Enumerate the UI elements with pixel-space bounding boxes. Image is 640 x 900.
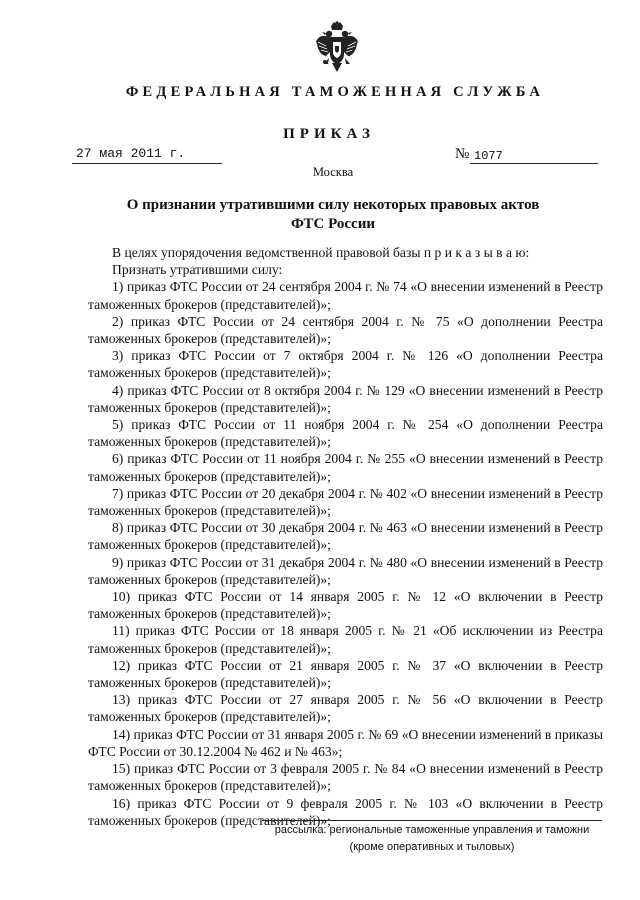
distribution-line-1: рассылка: региональные таможенные управления и таможни — [274, 824, 590, 836]
list-item: 5) приказ ФТС России от 11 ноября 2004 г. № 254 «О дополнении Реестра таможенных брокеров (представителей)»; — [88, 417, 603, 450]
repealed-orders-list — [88, 278, 603, 829]
list-item: 1) приказ ФТС России от 24 сентября 2004 г. № 74 «О внесении изменений в Реестр таможенных брокеров (представителей)»; — [88, 279, 603, 312]
list-item: 15) приказ ФТС России от 3 февраля 2005 г. № 84 «О внесении изменений в Реестр таможенных брокеров (представителей)»; — [88, 761, 603, 794]
list-item: 9) приказ ФТС России от 31 декабря 2004 г. № 480 «О внесении изменений в Реестр таможенных брокеров (представителей)»; — [88, 554, 603, 587]
list-item: 11) приказ ФТС России от 18 января 2005 г. № 21 «Об исключении из Реестра таможенных брокеров (представителей)»; — [88, 623, 603, 656]
list-item: 7) приказ ФТС России от 20 декабря 2004 г. № 402 «О внесении изменений в Реестр таможенных брокеров (представителей)»; — [88, 485, 603, 519]
distribution-note — [262, 822, 602, 856]
issue-city: Москва — [312, 165, 354, 179]
document-type-title: ПРИКАЗ — [283, 126, 375, 142]
order-subject — [0, 196, 640, 234]
date-underline — [72, 163, 222, 164]
list-item: 12) приказ ФТС России от 21 января 2005 г. № 37 «О включении в Реестр таможенных брокеров (представителей)»; — [88, 657, 603, 691]
coat-of-arms-icon — [314, 20, 360, 74]
order-number: 1077 — [474, 149, 503, 163]
list-item: 10) приказ ФТС России от 14 января 2005 г. № 12 «О включении в Реестр таможенных брокеров (представителей)»; — [88, 589, 603, 622]
list-item: 2) приказ ФТС России от 24 сентября 2004 г. № 75 «О дополнении Реестра таможенных брокеров (представителей)»; — [88, 313, 603, 347]
subject-line-2: ФТС России — [291, 216, 375, 232]
intro-paragraph: В целях упорядочения ведомственной правовой базы п р и к а з ы в а ю: — [112, 245, 530, 260]
list-item: 4) приказ ФТС России от 8 октября 2004 г. № 129 «О внесении изменений в Реестр таможенных брокеров (представителей)»; — [88, 382, 603, 415]
list-item: 14) приказ ФТС России от 31 января 2005 г. № 69 «О внесении изменений в приказы ФТС России от 30.12.2004 № 462 и № 463»; — [88, 726, 603, 759]
order-number-label: № — [455, 146, 470, 162]
list-item: 8) приказ ФТС России от 30 декабря 2004 г. № 463 «О внесении изменений в Реестр таможенных брокеров (представителей)»; — [88, 520, 603, 553]
lead-paragraph: Признать утратившими силу: — [112, 262, 283, 278]
list-item: 6) приказ ФТС России от 11 ноября 2004 г. № 255 «О внесении изменений в Реестр таможенных брокеров (представителей)»; — [88, 451, 603, 484]
footer-divider — [262, 820, 602, 821]
distribution-line-2: (кроме оперативных и тыловых) — [349, 841, 515, 853]
list-item: 13) приказ ФТС России от 27 января 2005 г. № 56 «О включении в Реестр таможенных брокеров (представителей)»; — [88, 692, 603, 725]
number-underline — [470, 163, 598, 164]
list-item: 3) приказ ФТС России от 7 октября 2004 г. № 126 «О дополнении Реестра таможенных брокеров (представителей)»; — [88, 348, 603, 381]
order-body — [88, 244, 603, 829]
order-date: 27 мая 2011 г. — [76, 146, 186, 161]
subject-line-1: О признании утратившими силу некоторых правовых актов — [126, 197, 540, 213]
agency-name: ФЕДЕРАЛЬНАЯ ТАМОЖЕННАЯ СЛУЖБА — [125, 84, 545, 100]
list-item: 16) приказ ФТС России от 9 февраля 2005 г. № 103 «О включении в Реестр таможенных брокеров (представителей)»; — [88, 795, 603, 828]
